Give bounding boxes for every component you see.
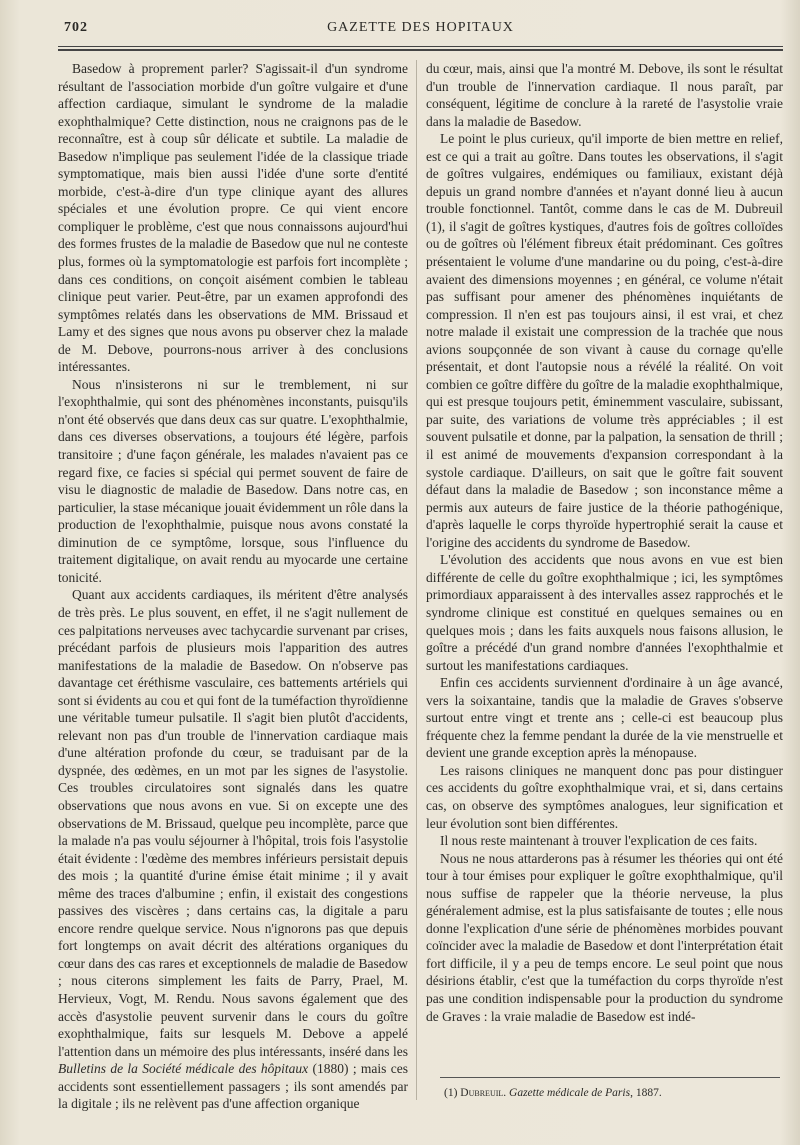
paragraph-text: (1880) ; mais ces accidents sont essentiellement passagers ; ils sont amendés par la digitale ; ils ne relèvent pas d'une affection organique	[58, 1061, 408, 1112]
page-number: 702	[64, 20, 88, 35]
footnote-marker: (1)	[444, 1087, 461, 1099]
paragraph	[426, 762, 783, 832]
paragraph	[426, 60, 783, 130]
page-header	[58, 20, 783, 40]
footnote-source: Gazette médicale de Paris	[509, 1087, 631, 1099]
paragraph-text: Basedow à proprement parler? S'agissait-il d'un syndrome résultant de l'association morbide d'un goître vulgaire et d'une affection cardiaque, simulant le syndrome de la maladie exophthalmique? Cette distinction, nous ne craignons pas de le reconnaître, est à coup sûr délicate et subtile. La maladie de Basedow n'implique pas seulement l'idée de la classique triade symptomatique, mais bien aussi l'idée d'une sorte d'entité morbide, c'est-à-dire d'un type clinique ayant des allures spéciales et une évolution propre. Ce qui vient encore compliquer le problème, c'est que nous connaissons aujourd'hui des formes frustes de la maladie de Basedow que nul ne conteste plus, formes où la symptomatologie est parfois fort incomplète ; dans ces conditions, on conçoit aisément combien le tableau clinique peut varier. Peut-être, par un examen approfondi des symptômes relatés dans les observations de MM. Brissaud et Lamy et des signes que nous avons pu observer chez la malade de M. Debove, pourrons-nous arriver à des conclusions intéressantes.	[58, 61, 408, 375]
paragraph	[426, 850, 783, 1025]
paragraph-text: Quant aux accidents cardiaques, ils méritent d'être analysés de très près. Le plus souvent, en effet, il ne s'agit nullement de ces palpitations nerveuses avec tachycardie survenant par crises, précédant parfois de plusieurs mois l'apparition des autres manifestations de la maladie de Basedow. On n'observe pas davantage cet éréthisme vasculaire, ces battements artériels qui sont si évidents au cou et qui font de la tuméfaction thyroïdienne une véritable tumeur pulsatile. Il s'agit bien plutôt d'accidents, relevant non pas d'un trouble de l'innervation cardiaque mais d'une altération profonde du cœur, se traduisant par de la dyspnée, des œdèmes, en un mot par les signes de l'asystolie. Ces troubles circulatoires sont signalés dans les quatre observations que nous avons en vue. Si on excepte une des observations de M. Brissaud, quelque peu incomplète, parce que la malade n'a pas voulu séjourner à l'hôpital, trois fois l'asystolie était évidente : l'œdème des membres inférieurs persistait depuis des mois ; la quantité d'urine émise était minime ; il y avait même des traces d'albumine ; enfin, il existait des congestions passives des viscères ; dans certains cas, la digitale a paru encore rendre quelque service. Nous n'ignorons pas que depuis fort longtemps on avait décrit des altérations organiques du cœur dans des cas rares et exceptionnels de maladie de Basedow ; nous citerons simplement les faits de Parry, Prael, M. Hervieux, Vogt, M. Rendu. Nous savons également que des accès d'asystolie peuvent survenir dans le cours du goître exophthalmique, faits sur lesquels M. Debove a appelé l'attention dans un mémoire des plus intéressants, inséré dans les	[58, 587, 408, 1059]
header-rule	[58, 46, 783, 47]
journal-title: GAZETTE DES HOPITAUX	[327, 20, 514, 35]
paragraph	[58, 586, 408, 1112]
footnote-rule	[440, 1077, 780, 1078]
italic-reference: Bulletins de la Société médicale des hôpitaux	[58, 1061, 309, 1077]
paragraph	[426, 130, 783, 551]
footnote-author: Dubreuil.	[460, 1087, 507, 1099]
paragraph-text: Nous ne nous attarderons pas à résumer les théories qui ont été tour à tour émises pour expliquer le goître exophthalmique, qu'il nous suffise de rappeler que la théorie nerveuse, la plus généralement admise, est la plus satisfaisante de toutes ; elle nous donne l'explication d'une série de phénomènes morbides pouvant coïncider avec la maladie de Basedow et dont l'interprétation était fort difficile, il y a peu de temps encore. Le seul point que nous désirions établir, c'est que la tuméfaction du corps thyroïde n'est pas une condition indispensable pour la production du syndrome de Graves : la vraie maladie de Basedow est indé-	[426, 850, 783, 1024]
right-column	[426, 60, 783, 1025]
paragraph-text: Enfin ces accidents surviennent d'ordinaire à un âge avancé, vers la soixantaine, tandis que la maladie de Graves s'observe surtout entre vingt et trente ans ; celle-ci est beaucoup plus fréquente chez la femme pendant la durée de la vie menstruelle et devient une grande exception après la ménopause.	[426, 675, 783, 761]
paragraph-text: Les raisons cliniques ne manquent donc pas pour distinguer ces accidents du goître exophthalmique vrai, et si, dans certains cas, on observe des symptômes analogues, leur signification et leur évolution sont bien différentes.	[426, 762, 783, 831]
left-column	[58, 60, 408, 1113]
footnote-year: , 1887.	[630, 1087, 662, 1099]
paragraph	[426, 832, 783, 850]
paragraph	[426, 674, 783, 762]
footnote	[436, 1086, 781, 1101]
paragraph-text: Le point le plus curieux, qu'il importe de bien mettre en relief, est ce qui a trait au goître. Dans toutes les observations, il s'agit de goîtres vulgaires, endémiques ou familiaux, existant déjà depuis un grand nombre d'années et n'ayant donné lieu à aucun trouble fonctionnel. Tantôt, comme dans le cas de M. Dubreuil (1), il s'agit de goîtres kystiques, d'autres fois de goîtres colloïdes ou de goîtres où l'élément fibreux était prédominant. Ces goîtres présentaient le volume d'une mandarine ou du poing, c'est-à-dire avaient des dimensions moyennes ; en général, ce volume n'était pas suffisant pour amener des phénomènes inquiétants de compression. Il n'en est pas toujours ainsi, il est vrai, et chez notre malade il existait une compression de la trachée que nous avions soupçonnée de son vivant à cause du cornage qu'elle présentait, et dont l'autopsie nous a révélé la réalité. On voit combien ce goître diffère du goître de la maladie exophthalmique, qui est presque toujours petit, éminemment vasculaire, subissant, par suite, des variations de volume très appréciables ; il est souvent pulsatile et donne, par la palpation, la sensation de thrill ; il est animé de mouvements d'expansion correspondant à la systole cardiaque. D'ailleurs, on sait que le goître fait souvent défaut dans la maladie de Basedow ; son inconstance même a permis aux auteurs de faire justice de la théorie pathogénique, d'après laquelle le corps thyroïde hypertrophié serait la cause et l'origine des accidents du syndrome de Basedow.	[426, 131, 783, 550]
paragraph-text: L'évolution des accidents que nous avons en vue est bien différente de celle du goître exophthalmique ; ici, les symptômes primordiaux apparaissent à des intervalles assez rapprochés et le syndrome clinique est constitué en quelques semaines ou en quelques mois ; dans les faits auxquels nous faisons allusion, le goître a précédé d'un grand nombre d'années l'exophthalmie et surtout les manifestations cardiaques.	[426, 552, 783, 673]
paragraph	[58, 60, 408, 376]
header-rule-double	[58, 49, 783, 51]
column-divider	[416, 60, 417, 1100]
paragraph	[58, 376, 408, 587]
paragraph-text: Nous n'insisterons ni sur le tremblement, ni sur l'exophthalmie, qui sont des phénomènes inconstants, puisqu'ils n'ont été observés que dans deux cas sur quatre. L'exophthalmie, dans ces diverses observations, a toujours été légère, parfois transitoire ; d'une façon générale, les malades n'avaient pas ce regard fixe, ce facies si spécial qui permet souvent de faire de visu le diagnostic de maladie de Basedow. Dans notre cas, en particulier, la stase mécanique jouait évidemment un rôle dans la production de l'exophthalmie, puisque nous avons constaté la diminution de ce symptôme, lorsque, sous l'influence du traitement digitalique, on avait rendu au myocarde une certaine tonicité.	[58, 376, 408, 585]
paragraph-text: Il nous reste maintenant à trouver l'explication de ces faits.	[440, 833, 758, 849]
paragraph	[426, 551, 783, 674]
paragraph-text: du cœur, mais, ainsi que l'a montré M. Debove, ils sont le résultat d'un trouble de l'innervation cardiaque. Il nous paraît, par conséquent, légitime de conclure à la rareté de l'asystolie vraie dans la maladie de Basedow.	[426, 61, 783, 129]
